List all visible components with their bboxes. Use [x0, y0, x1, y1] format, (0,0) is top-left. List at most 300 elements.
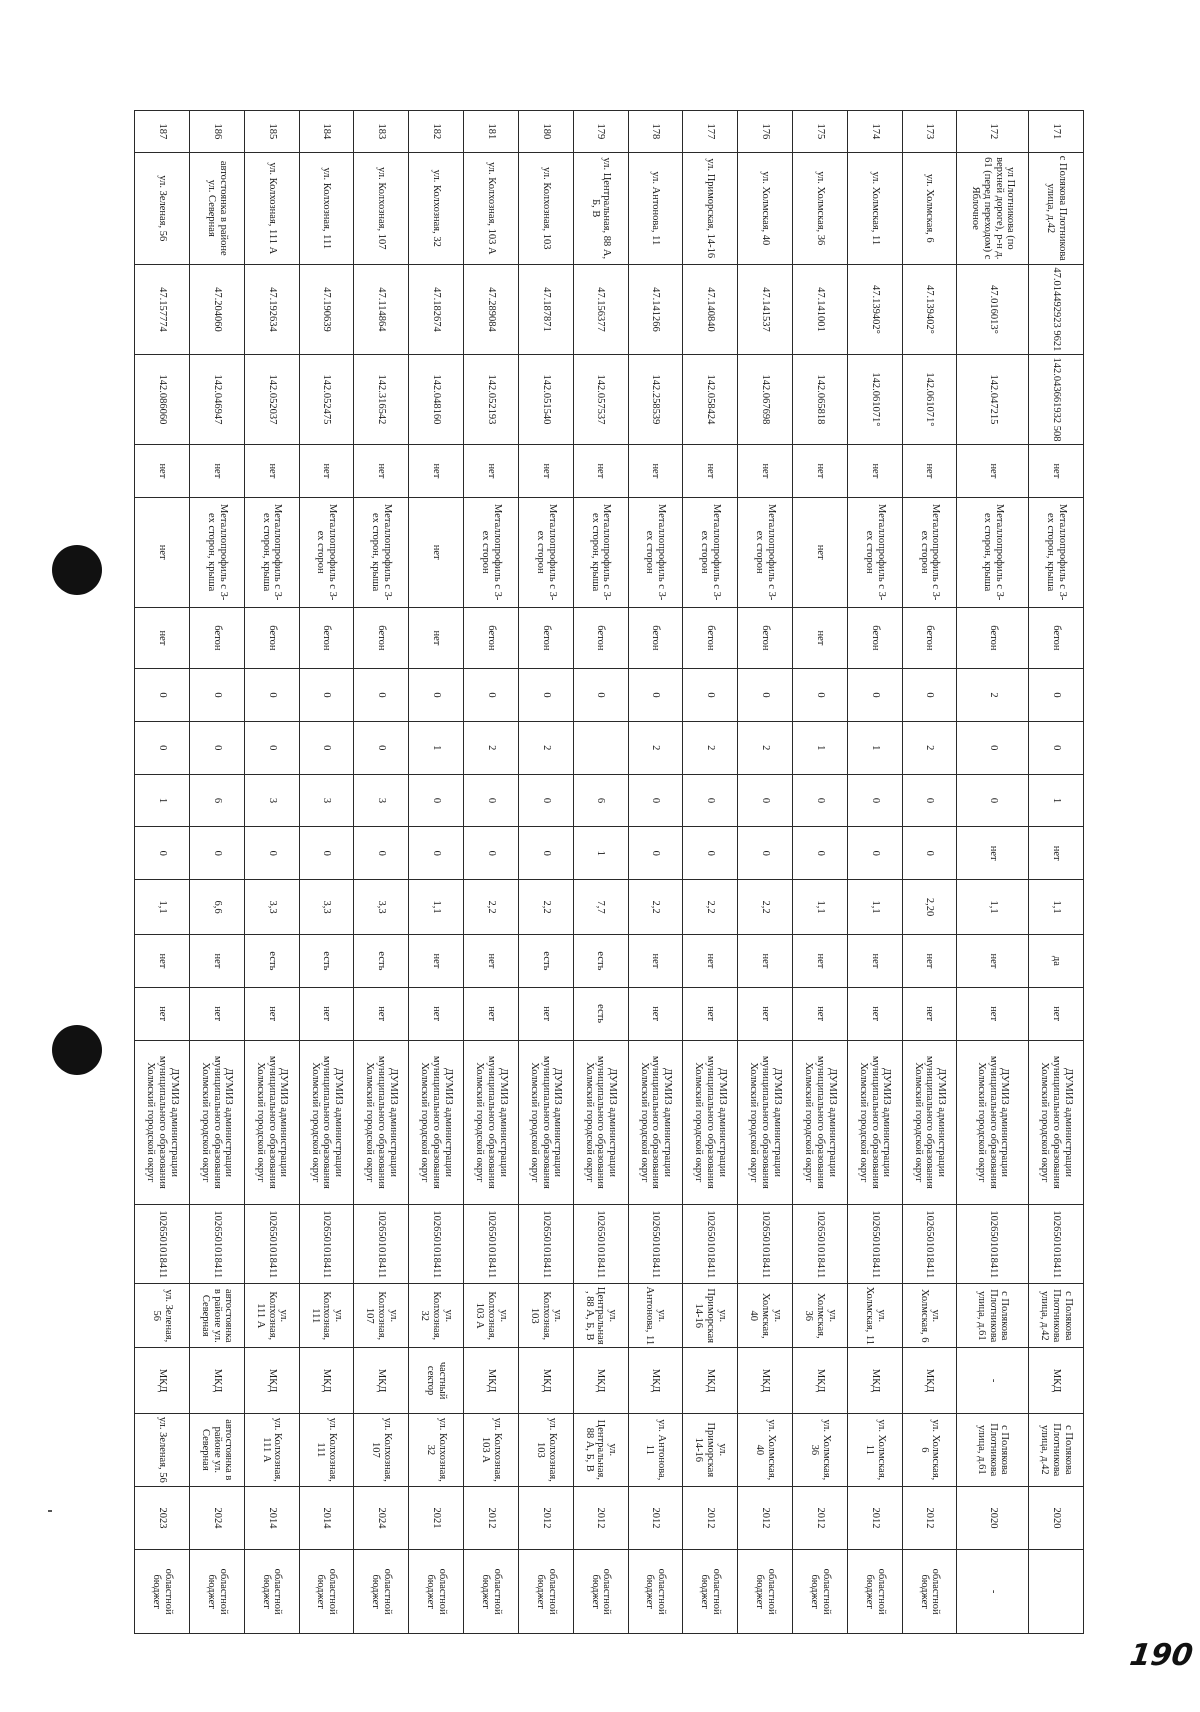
cell-funding: областной бюджет: [683, 1550, 738, 1634]
table-row: [628, 111, 683, 1634]
cell-surface: бетон: [738, 607, 793, 669]
cell-source-object: ул. Холмская, 36: [793, 1414, 848, 1487]
cell-funding: областной бюджет: [299, 1550, 354, 1634]
cell-cnt-a: 0: [354, 669, 409, 722]
cell-address: ул. Колхозная, 32: [409, 152, 464, 264]
cell-fence: нет: [409, 497, 464, 607]
cell-source-address: ул. Антонова, 11: [628, 1284, 683, 1348]
cell-cnt-d: 0: [464, 827, 519, 880]
cell-fence: Металлопрофиль с 3-ех сторон, крыша: [957, 497, 1029, 607]
cell-flag-a: нет: [738, 935, 793, 988]
cell-source-type: МКД: [135, 1348, 190, 1414]
cell-funding: областной бюджет: [135, 1550, 190, 1634]
cell-cnt-c: 0: [847, 774, 902, 827]
cell-fence: Металлопрофиль с 3-ех сторон: [518, 497, 573, 607]
cell-owner: ДУМИЗ администрации муниципального образования Холмский городской округ: [793, 1040, 848, 1205]
cell-longitude: 142.061071°: [847, 354, 902, 444]
table-row: [464, 111, 519, 1634]
cell-source-address: ул. Приморская 14-16: [683, 1284, 738, 1348]
cell-volume: 2,2: [683, 880, 738, 935]
cell-flag-b: нет: [793, 987, 848, 1040]
cell-cnt-a: 0: [793, 669, 848, 722]
cell-source-address: ул. Холмская, 40: [738, 1284, 793, 1348]
cell-cnt-d: 0: [628, 827, 683, 880]
cell-longitude: 142.052475: [299, 354, 354, 444]
cell-owner: ДУМИЗ администрации муниципального образования Холмский городской округ: [189, 1040, 244, 1205]
cell-cnt-b: [573, 721, 628, 774]
rotated-table-wrapper: [134, 110, 1084, 1634]
cell-cover: нет: [354, 445, 409, 498]
cell-longitude: 142.048160: [409, 354, 464, 444]
cell-source-type: МКД: [793, 1348, 848, 1414]
cell-longitude: 142.051540: [518, 354, 573, 444]
cell-source-object: ул. Холмская, 11: [847, 1414, 902, 1487]
cell-ogrn: 1026501018411: [1029, 1205, 1084, 1284]
cell-cnt-b: 0: [135, 721, 190, 774]
cell-longitude: 142.057537: [573, 354, 628, 444]
cell-source-type: МКД: [738, 1348, 793, 1414]
cell-ogrn: 1026501018411: [573, 1205, 628, 1284]
cell-volume: 3,3: [299, 880, 354, 935]
table-row: [902, 111, 957, 1634]
table-body: [135, 111, 1084, 1634]
cell-volume: 1,1: [847, 880, 902, 935]
cell-ogrn: 1026501018411: [628, 1205, 683, 1284]
cell-source-type: МКД: [464, 1348, 519, 1414]
cell-cnt-d: 0: [683, 827, 738, 880]
cell-flag-a: нет: [189, 935, 244, 988]
cell-year: 2012: [464, 1486, 519, 1550]
cell-ogrn: 1026501018411: [902, 1205, 957, 1284]
cell-cnt-c: 3: [299, 774, 354, 827]
cell-fence: нет: [793, 497, 848, 607]
table-row: [299, 111, 354, 1634]
cell-cnt-a: 0: [135, 669, 190, 722]
cell-owner: ДУМИЗ администрации муниципального образования Холмский городской округ: [683, 1040, 738, 1205]
cell-flag-b: нет: [189, 987, 244, 1040]
cell-owner: ДУМИЗ администрации муниципального образования Холмский городской округ: [957, 1040, 1029, 1205]
cell-cnt-c: 0: [464, 774, 519, 827]
cell-longitude: 142.086060: [135, 354, 190, 444]
cell-ogrn: 1026501018411: [847, 1205, 902, 1284]
cell-source-object: ул. Колхозная, 103: [518, 1414, 573, 1487]
cell-flag-a: нет: [409, 935, 464, 988]
cell-address: ул. Холмская, 6: [902, 152, 957, 264]
cell-latitude: 47.156377: [573, 264, 628, 354]
cell-source-address: ул. Колхозная, 107: [354, 1284, 409, 1348]
cell-cnt-b: 0: [957, 721, 1029, 774]
cell-fence: Металлопрофиль с 3-ех сторон: [683, 497, 738, 607]
cell-cnt-d: 0: [518, 827, 573, 880]
cell-cnt-b: 1: [847, 721, 902, 774]
cell-cnt-b: 0: [1029, 721, 1084, 774]
cell-flag-a: нет: [793, 935, 848, 988]
cell-source-object: с Полякова Плотникова улица, д.61: [957, 1414, 1029, 1487]
cell-surface: нет: [135, 607, 190, 669]
cell-address: ул. Колхозная, 107: [354, 152, 409, 264]
cell-flag-a: нет: [464, 935, 519, 988]
cell-source-object: ул. Антонова, 11: [628, 1414, 683, 1487]
cell-address: ул. Колхозная, 103 А: [464, 152, 519, 264]
cell-flag-a: есть: [354, 935, 409, 988]
cell-cnt-c: 6: [189, 774, 244, 827]
cell-cnt-d: 0: [299, 827, 354, 880]
cell-funding: -: [957, 1550, 1029, 1634]
cell-year: 2012: [573, 1486, 628, 1550]
cell-cnt-b: 2: [464, 721, 519, 774]
cell-year: 2012: [847, 1486, 902, 1550]
cell-volume: 3,3: [354, 880, 409, 935]
cell-funding: областной бюджет: [189, 1550, 244, 1634]
cell-funding: областной бюджет: [464, 1550, 519, 1634]
cell-surface: бетон: [244, 607, 299, 669]
table-row: [409, 111, 464, 1634]
cell-flag-a: есть: [299, 935, 354, 988]
binder-hole-bottom: [52, 1025, 102, 1075]
cell-source-address: с Полякова Плотникова улица, д.42: [1029, 1284, 1084, 1348]
cell-cnt-d: нет: [1029, 827, 1084, 880]
cell-cnt-d: 0: [354, 827, 409, 880]
cell-source-address: с Полякова Плотникова улица, д.61: [957, 1284, 1029, 1348]
cell-row-number: 177: [683, 111, 738, 153]
cell-cover: нет: [957, 445, 1029, 498]
cell-fence: Металлопрофиль с 3-ех сторон: [738, 497, 793, 607]
cell-source-object: ул. Центральная, 88 А, Б, В: [573, 1414, 628, 1487]
cell-cover: нет: [464, 445, 519, 498]
cell-volume: 1,1: [957, 880, 1029, 935]
cell-address: ул. Зеленая, 56: [135, 152, 190, 264]
cell-cnt-a: 0: [628, 669, 683, 722]
cell-latitude: 47.182674: [409, 264, 464, 354]
cell-cnt-b: 0: [299, 721, 354, 774]
cell-address: с Полякова Плотникова улица, д.42: [1029, 152, 1084, 264]
cell-cnt-a: 2: [957, 669, 1029, 722]
cell-cover: нет: [244, 445, 299, 498]
cell-cnt-a: 0: [189, 669, 244, 722]
cell-owner: ДУМИЗ администрации муниципального образования Холмский городской округ: [135, 1040, 190, 1205]
cell-volume: 6,6: [189, 880, 244, 935]
cell-cnt-a: 0: [299, 669, 354, 722]
cell-ogrn: 1026501018411: [354, 1205, 409, 1284]
cell-flag-b: нет: [409, 987, 464, 1040]
cell-flag-b: нет: [847, 987, 902, 1040]
cell-ogrn: 1026501018411: [957, 1205, 1029, 1284]
cell-year: 2014: [244, 1486, 299, 1550]
cell-source-object: ул. Зеленая, 56: [135, 1414, 190, 1487]
cell-source-object: ул. Колхозная, 32: [409, 1414, 464, 1487]
cell-fence: Металлопрофиль с 3-ех сторон, крыша: [1029, 497, 1084, 607]
cell-source-address: ул. Зеленая, 56: [135, 1284, 190, 1348]
cell-row-number: 180: [518, 111, 573, 153]
cell-fence: Металлопрофиль с 3-ех сторон: [299, 497, 354, 607]
cell-longitude: 142.058424: [683, 354, 738, 444]
cell-fence: Металлопрофиль с 3-ех сторон: [464, 497, 519, 607]
cell-flag-a: есть: [244, 935, 299, 988]
cell-source-address: ул. Центральная, 88 А, Б, В: [573, 1284, 628, 1348]
cell-longitude: 142.052193: [464, 354, 519, 444]
cell-cnt-c: 0: [957, 774, 1029, 827]
cell-longitude: 142.067698: [738, 354, 793, 444]
cell-longitude: 142.258539: [628, 354, 683, 444]
cell-source-type: МКД: [244, 1348, 299, 1414]
cell-cover: нет: [793, 445, 848, 498]
cell-longitude: 142.061071°: [902, 354, 957, 444]
cell-cnt-b: 2: [738, 721, 793, 774]
cell-source-type: МКД: [683, 1348, 738, 1414]
cell-cnt-d: 0: [409, 827, 464, 880]
cell-cnt-d: 1: [573, 827, 628, 880]
cell-flag-b: нет: [957, 987, 1029, 1040]
cell-cover: нет: [902, 445, 957, 498]
cell-row-number: 187: [135, 111, 190, 153]
cell-volume: 2,2: [738, 880, 793, 935]
cell-address: ул. Холмская, 40: [738, 152, 793, 264]
cell-cnt-d: 0: [189, 827, 244, 880]
cell-cnt-c: 0: [628, 774, 683, 827]
cell-flag-b: нет: [244, 987, 299, 1040]
cell-address: автостоянка в районе ул. Северная: [189, 152, 244, 264]
cell-fence: Металлопрофиль с 3-ех сторон: [847, 497, 902, 607]
cell-ogrn: 1026501018411: [299, 1205, 354, 1284]
cell-flag-a: нет: [847, 935, 902, 988]
cell-year: 2024: [354, 1486, 409, 1550]
cell-row-number: 173: [902, 111, 957, 153]
cell-funding: областной бюджет: [793, 1550, 848, 1634]
cell-source-type: МКД: [354, 1348, 409, 1414]
cell-source-address: ул. Колхозная, 111: [299, 1284, 354, 1348]
cell-address: ул Плотникова (по верхней дороге), р-н д. 61 (перед переходом) с Яблочное: [957, 152, 1029, 264]
cell-owner: ДУМИЗ администрации муниципального образования Холмский городской округ: [902, 1040, 957, 1205]
cell-latitude: 47.204060: [189, 264, 244, 354]
cell-volume: 2,2: [518, 880, 573, 935]
cell-cnt-d: 0: [902, 827, 957, 880]
cell-cnt-d: 0: [793, 827, 848, 880]
cell-cover: нет: [299, 445, 354, 498]
cell-source-object: ул. Колхозная, 107: [354, 1414, 409, 1487]
cell-volume: 2,20: [902, 880, 957, 935]
cell-source-type: частный сектор: [409, 1348, 464, 1414]
cell-volume: 1,1: [793, 880, 848, 935]
cell-flag-b: нет: [518, 987, 573, 1040]
cell-latitude: 47.139402°: [847, 264, 902, 354]
cell-surface: бетон: [957, 607, 1029, 669]
cell-source-type: МКД: [1029, 1348, 1084, 1414]
cell-owner: ДУМИЗ администрации муниципального образования Холмский городской округ: [628, 1040, 683, 1205]
cell-latitude: 47.140840: [683, 264, 738, 354]
cell-address: ул. Приморская, 14-16: [683, 152, 738, 264]
cell-cnt-a: 0: [738, 669, 793, 722]
cell-year: 2024: [189, 1486, 244, 1550]
cell-ogrn: 1026501018411: [244, 1205, 299, 1284]
cell-address: ул. Центральная, 88 А, Б, В: [573, 152, 628, 264]
cell-ogrn: 1026501018411: [409, 1205, 464, 1284]
cell-latitude: 47.187871: [518, 264, 573, 354]
cell-source-address: ул. Колхозная, 103 А: [464, 1284, 519, 1348]
cell-cnt-d: 0: [135, 827, 190, 880]
cell-owner: ДУМИЗ администрации муниципального образования Холмский городской округ: [847, 1040, 902, 1205]
cell-address: ул. Колхозная, 111 А: [244, 152, 299, 264]
table-row: [244, 111, 299, 1634]
cell-year: 2012: [518, 1486, 573, 1550]
cell-longitude: 142.065818: [793, 354, 848, 444]
cell-row-number: 183: [354, 111, 409, 153]
cell-cnt-a: 0: [847, 669, 902, 722]
cell-owner: ДУМИЗ администрации муниципального образования Холмский городской округ: [409, 1040, 464, 1205]
cell-volume: 3,3: [244, 880, 299, 935]
cell-flag-a: нет: [957, 935, 1029, 988]
cell-funding: областной бюджет: [847, 1550, 902, 1634]
cell-cover: нет: [628, 445, 683, 498]
cell-year: 2012: [683, 1486, 738, 1550]
cell-row-number: 171: [1029, 111, 1084, 153]
cell-ogrn: 1026501018411: [793, 1205, 848, 1284]
cell-surface: бетон: [573, 607, 628, 669]
cell-cnt-d: 0: [244, 827, 299, 880]
cell-owner: ДУМИЗ администрации муниципального образования Холмский городской округ: [244, 1040, 299, 1205]
cell-surface: бетон: [902, 607, 957, 669]
cell-source-type: МКД: [189, 1348, 244, 1414]
cell-cnt-a: 0: [244, 669, 299, 722]
cell-flag-b: нет: [464, 987, 519, 1040]
cell-fence: Металлопрофиль с 3-ех сторон, крыша: [244, 497, 299, 607]
cell-cnt-c: 1: [135, 774, 190, 827]
cell-volume: 1,1: [135, 880, 190, 935]
container-sites-table: [134, 110, 1084, 1634]
cell-row-number: 185: [244, 111, 299, 153]
cell-latitude: 47.141266: [628, 264, 683, 354]
cell-cnt-b: 2: [628, 721, 683, 774]
cell-cover: нет: [847, 445, 902, 498]
cell-flag-b: нет: [354, 987, 409, 1040]
cell-fence: Металлопрофиль с 3-ех сторон: [628, 497, 683, 607]
cell-source-address: автостоянка в районе ул. Северная: [189, 1284, 244, 1348]
cell-row-number: 175: [793, 111, 848, 153]
cell-cnt-c: 3: [354, 774, 409, 827]
cell-longitude: 142.047215: [957, 354, 1029, 444]
cell-year: 2023: [135, 1486, 190, 1550]
cell-cnt-d: нет: [957, 827, 1029, 880]
cell-cnt-c: 3: [244, 774, 299, 827]
cell-source-type: -: [957, 1348, 1029, 1414]
cell-funding: [1029, 1550, 1084, 1634]
cell-row-number: 179: [573, 111, 628, 153]
cell-volume: 2,2: [628, 880, 683, 935]
cell-longitude: 142.052037: [244, 354, 299, 444]
cell-row-number: 176: [738, 111, 793, 153]
cell-source-address: ул. Холмская, 11: [847, 1284, 902, 1348]
cell-address: ул. Холмская, 36: [793, 152, 848, 264]
cell-source-object: ул. Колхозная, 111 А: [244, 1414, 299, 1487]
table-row: [738, 111, 793, 1634]
cell-cnt-a: 0: [902, 669, 957, 722]
cell-cover: нет: [738, 445, 793, 498]
table-row: [135, 111, 190, 1634]
cell-owner: ДУМИЗ администрации муниципального образования Холмский городской округ: [738, 1040, 793, 1205]
table-row: [957, 111, 1029, 1634]
cell-flag-b: нет: [299, 987, 354, 1040]
cell-fence: Металлопрофиль с 3-ех сторон, крыша: [354, 497, 409, 607]
cell-flag-a: нет: [683, 935, 738, 988]
cell-latitude: 47.014492923 9621: [1029, 264, 1084, 354]
table-row: [189, 111, 244, 1634]
cell-surface: бетон: [628, 607, 683, 669]
cell-cover: нет: [189, 445, 244, 498]
cell-longitude: 142.316542: [354, 354, 409, 444]
cell-source-object: автостоянка в районе ул. Северная: [189, 1414, 244, 1487]
cell-funding: областной бюджет: [902, 1550, 957, 1634]
cell-owner: ДУМИЗ администрации муниципального образования Холмский городской округ: [299, 1040, 354, 1205]
cell-surface: нет: [793, 607, 848, 669]
cell-address: ул. Антонова, 11: [628, 152, 683, 264]
cell-volume: 2,2: [464, 880, 519, 935]
cell-cnt-c: 0: [518, 774, 573, 827]
cell-cnt-a: 0: [518, 669, 573, 722]
cell-row-number: 178: [628, 111, 683, 153]
cell-source-object: с Полякова Плотникова улица, д.42: [1029, 1414, 1084, 1487]
cell-year: 2014: [299, 1486, 354, 1550]
cell-address: ул. Колхозная, 103: [518, 152, 573, 264]
cell-flag-b: есть: [573, 987, 628, 1040]
cell-ogrn: 1026501018411: [518, 1205, 573, 1284]
cell-cnt-c: 1: [1029, 774, 1084, 827]
cell-latitude: 47.190639: [299, 264, 354, 354]
cell-longitude: 142.043661932 508: [1029, 354, 1084, 444]
cell-year: 2012: [793, 1486, 848, 1550]
cell-source-object: ул. Приморская 14-16: [683, 1414, 738, 1487]
cell-latitude: 47.192634: [244, 264, 299, 354]
cell-row-number: 182: [409, 111, 464, 153]
cell-fence: Металлопрофиль с 3-ех сторон, крыша: [573, 497, 628, 607]
cell-ogrn: 1026501018411: [464, 1205, 519, 1284]
cell-cnt-a: 0: [464, 669, 519, 722]
cell-funding: областной бюджет: [573, 1550, 628, 1634]
cell-surface: бетон: [189, 607, 244, 669]
cell-latitude: 47.289084: [464, 264, 519, 354]
cell-flag-b: нет: [683, 987, 738, 1040]
cell-funding: областной бюджет: [738, 1550, 793, 1634]
cell-funding: областной бюджет: [354, 1550, 409, 1634]
cell-cnt-b: 2: [902, 721, 957, 774]
cell-cnt-c: 0: [683, 774, 738, 827]
cell-surface: бетон: [299, 607, 354, 669]
cell-source-object: ул. Холмская, 6: [902, 1414, 957, 1487]
cell-row-number: 181: [464, 111, 519, 153]
cell-cnt-a: 0: [573, 669, 628, 722]
cell-source-address: ул. Холмская, 36: [793, 1284, 848, 1348]
cell-surface: бетон: [683, 607, 738, 669]
cell-flag-a: нет: [902, 935, 957, 988]
cell-address: ул. Холмская, 11: [847, 152, 902, 264]
cell-flag-a: нет: [135, 935, 190, 988]
cell-ogrn: 1026501018411: [135, 1205, 190, 1284]
cell-funding: областной бюджет: [518, 1550, 573, 1634]
cell-source-type: МКД: [847, 1348, 902, 1414]
cell-source-type: МКД: [573, 1348, 628, 1414]
cell-funding: областной бюджет: [628, 1550, 683, 1634]
cell-surface: бетон: [518, 607, 573, 669]
cell-flag-a: да: [1029, 935, 1084, 988]
cell-year: 2021: [409, 1486, 464, 1550]
cell-cnt-c: 0: [902, 774, 957, 827]
cell-row-number: 184: [299, 111, 354, 153]
cell-cnt-c: 6: [573, 774, 628, 827]
cell-flag-b: нет: [135, 987, 190, 1040]
cell-year: 2012: [738, 1486, 793, 1550]
cell-latitude: 47.141001: [793, 264, 848, 354]
cell-cover: нет: [573, 445, 628, 498]
cell-latitude: 47.139402°: [902, 264, 957, 354]
cell-cover: нет: [409, 445, 464, 498]
